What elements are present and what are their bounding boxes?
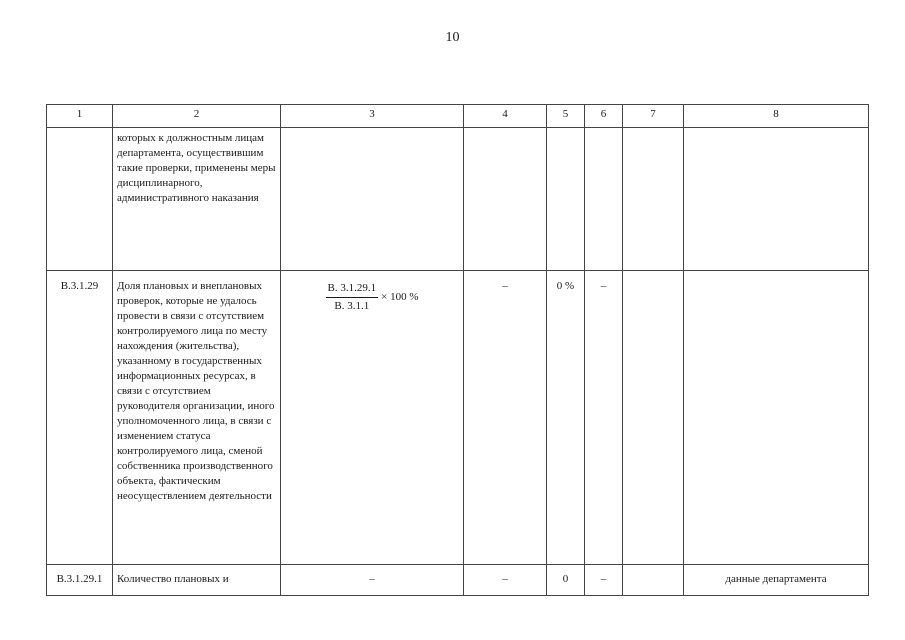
indicator-description: Доля плановых и внеплановых проверок, которые не удалось провести в связи с отсутствием контролируемого лица по месту нахождения (жительства), указанному в государственных информационных ресурсах, в связи с отсутствием руководителя организации, иного уполномоченного лица, в связи с изменением статуса контролируемого лица, сменой собственника производственного объекта, фактическим неосуществлением деятельности xyxy=(113,271,281,565)
indicator-description: Количество плановых и xyxy=(113,565,281,596)
table-row xyxy=(47,271,869,565)
table-row xyxy=(47,128,869,271)
column-header: 6 xyxy=(585,105,623,128)
formula-denominator: В. 3.1.1 xyxy=(334,300,370,312)
cell-col8 xyxy=(684,271,869,565)
column-header: 2 xyxy=(113,105,281,128)
column-header: 4 xyxy=(464,105,547,128)
column-header: 1 xyxy=(47,105,113,128)
fraction xyxy=(326,281,379,314)
formula-cell xyxy=(281,128,464,271)
cell-col5: 0 % xyxy=(547,271,585,565)
data-source: данные департамента xyxy=(684,565,869,596)
indicator-code xyxy=(47,128,113,271)
table-row xyxy=(47,565,869,596)
cell-col6 xyxy=(585,128,623,271)
cell-col7 xyxy=(623,565,684,596)
cell-col4: – xyxy=(464,271,547,565)
page-number: 10 xyxy=(445,30,460,45)
cell-col4: – xyxy=(464,565,547,596)
column-header: 5 xyxy=(547,105,585,128)
indicator-code: В.3.1.29 xyxy=(47,271,113,565)
indicator-table xyxy=(46,104,869,596)
cell-col7 xyxy=(623,128,684,271)
formula-cell xyxy=(281,271,464,565)
cell-col6: – xyxy=(585,271,623,565)
cell-col5 xyxy=(547,128,585,271)
formula-cell: – xyxy=(281,565,464,596)
column-header: 7 xyxy=(623,105,684,128)
formula-numerator: В. 3.1.29.1 xyxy=(326,281,379,298)
formula xyxy=(326,281,419,314)
indicator-description: которых к должностным лицам департамента, осуществившим такие проверки, применены меры дисциплинарного, административного наказания xyxy=(113,128,281,271)
cell-col4 xyxy=(464,128,547,271)
indicator-code: В.3.1.29.1 xyxy=(47,565,113,596)
column-header: 8 xyxy=(684,105,869,128)
formula-multiplier: × 100 % xyxy=(381,291,419,303)
cell-col6: – xyxy=(585,565,623,596)
cell-col7 xyxy=(623,271,684,565)
cell-col5: 0 xyxy=(547,565,585,596)
table-header-row xyxy=(47,105,869,128)
cell-col8 xyxy=(684,128,869,271)
column-header: 3 xyxy=(281,105,464,128)
